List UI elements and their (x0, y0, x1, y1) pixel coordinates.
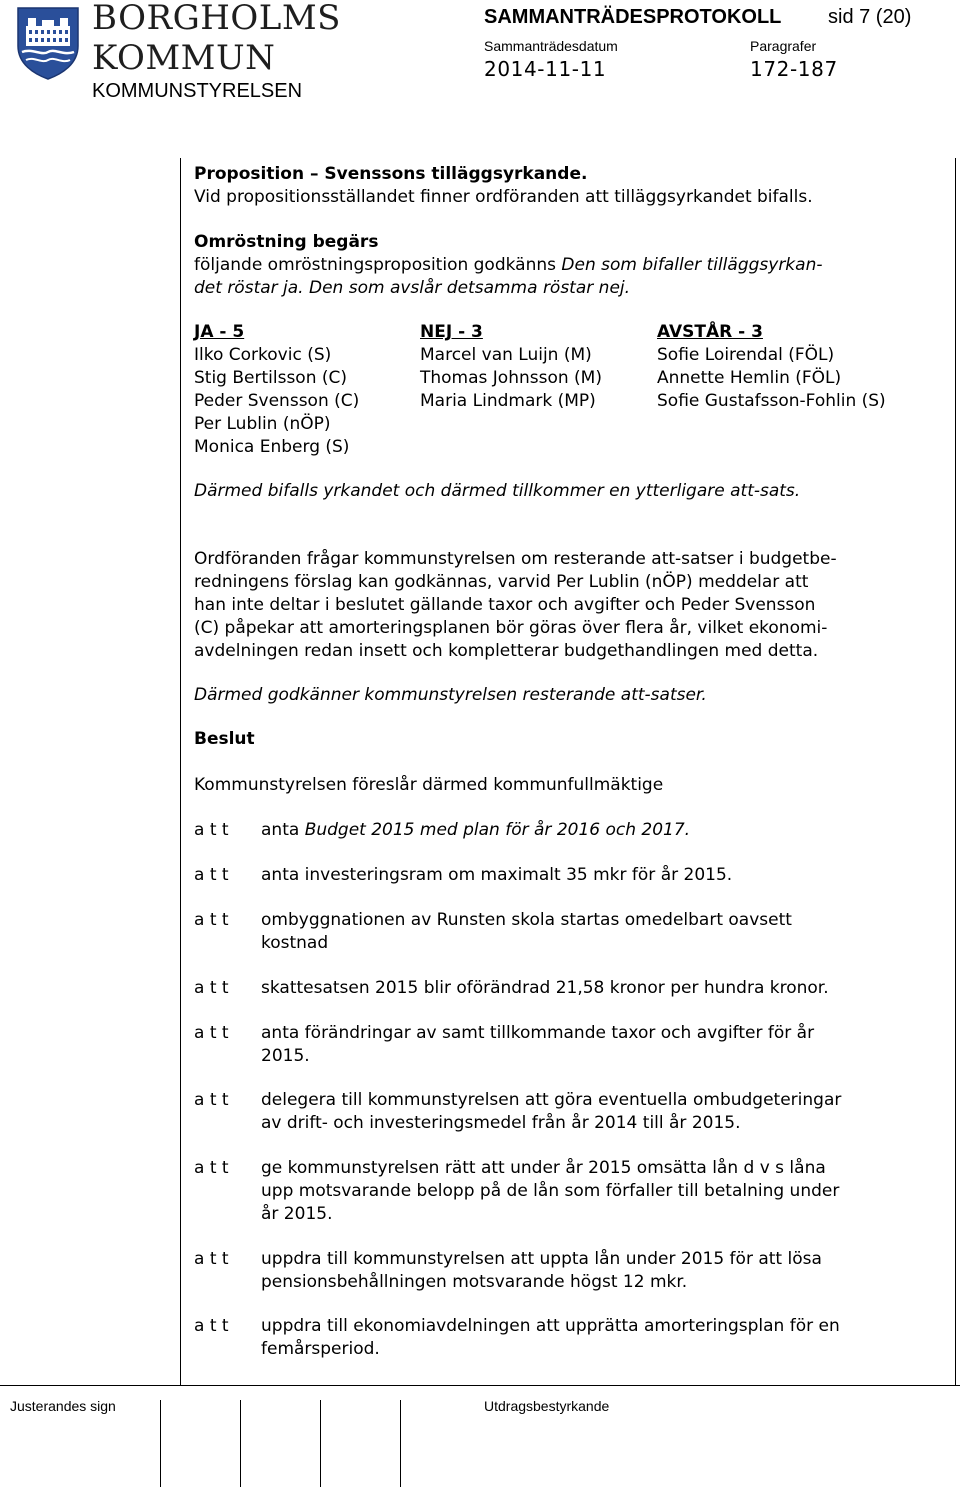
vote-abstain-name: Sofie Gustafsson-Fohlin (S) (657, 391, 886, 411)
proposition-heading: Proposition – Svenssons tilläggsyrkande. (194, 164, 588, 184)
decision-intro: Kommunstyrelsen föreslår därmed kommunfullmäktige (194, 775, 664, 795)
signature-box-divider (320, 1400, 321, 1487)
att-label: a t t (194, 820, 229, 840)
decision-item-8-cont: pensionsbehållningen motsvarande högst 12 mkr. (261, 1272, 688, 1292)
footer-rule (0, 1385, 960, 1386)
document-title: SAMMANTRÄDESPROTOKOLL (484, 6, 782, 28)
vote-yes-name: Ilko Corkovic (S) (194, 345, 332, 365)
signature-label: Justerandes sign (10, 1398, 116, 1414)
decision-item-2: anta investeringsram om maximalt 35 mkr för år 2015. (261, 865, 733, 885)
att-label: a t t (194, 910, 229, 930)
decision-heading: Beslut (194, 729, 255, 749)
att-label: a t t (194, 1316, 229, 1336)
vote-yes-heading: JA - 5 (194, 322, 245, 342)
vote-proposition-line2: det röstar ja. Den som avslår detsamma röstar nej. (194, 278, 631, 298)
att-label: a t t (194, 865, 229, 885)
meeting-date-value: 2014-11-11 (484, 57, 607, 81)
decision-item-3: ombyggnationen av Runsten skola startas omedelbart oavsett (261, 910, 792, 930)
decision-item-7-cont: år 2015. (261, 1204, 333, 1224)
decision-item-italic: Budget 2015 med plan för år 2016 och 2017. (304, 820, 691, 840)
vote-heading: Omröstning begärs (194, 232, 379, 252)
att-label: a t t (194, 1158, 229, 1178)
decision-item-5-cont: 2015. (261, 1046, 310, 1066)
vote-abstain-heading: AVSTÅR - 3 (657, 322, 763, 342)
decision-item-4: skattesatsen 2015 blir oförändrad 21,58 kronor per hundra kronor. (261, 978, 829, 998)
decision-item-8: uppdra till kommunstyrelsen att uppta lån under 2015 för att lösa (261, 1249, 822, 1269)
vote-no-name: Maria Lindmark (MP) (420, 391, 596, 411)
vote-no-name: Marcel van Luijn (M) (420, 345, 592, 365)
decision-item-9: uppdra till ekonomiavdelningen att upprätta amorteringsplan för en (261, 1316, 840, 1336)
vote-proposition-italic: Den som bifaller tilläggsyrkan- (561, 255, 823, 275)
discussion-result: Därmed godkänner kommunstyrelsen resterande att-satser. (194, 685, 707, 705)
org-name-line1: BORGHOLMS (92, 0, 341, 38)
discussion-line: han inte deltar i beslutet gällande taxor och avgifter och Peder Svensson (194, 595, 816, 615)
att-label: a t t (194, 1249, 229, 1269)
discussion-line: redningens förslag kan godkännas, varvid Per Lublin (nÖP) meddelar att (194, 572, 809, 592)
discussion-line: avdelningen redan insett och kompletterar budgethandlingen med detta. (194, 641, 819, 661)
vote-yes-name: Per Lublin (nÖP) (194, 414, 331, 434)
vote-result: Därmed bifalls yrkandet och därmed tillkommer en ytterligare att-sats. (194, 481, 801, 501)
decision-item-9-cont: femårsperiod. (261, 1339, 380, 1359)
left-margin-rule (180, 158, 181, 1385)
vote-proposition-line1 (194, 254, 822, 277)
vote-yes-name: Monica Enberg (S) (194, 437, 350, 457)
extract-certification-label: Utdragsbestyrkande (484, 1398, 610, 1414)
org-name-line2: KOMMUN (92, 38, 276, 78)
decision-item-7-cont: upp motsvarande belopp på de lån som förfaller till betalning under (261, 1181, 840, 1201)
decision-item-1 (261, 819, 690, 842)
att-label: a t t (194, 1090, 229, 1110)
paragraphs-value: 172-187 (750, 57, 838, 81)
committee-name: KOMMUNSTYRELSEN (92, 80, 303, 102)
signature-box-divider (240, 1400, 241, 1487)
att-label: a t t (194, 978, 229, 998)
signature-box-divider (400, 1400, 401, 1487)
decision-item-7: ge kommunstyrelsen rätt att under år 2015 omsätta lån d v s låna (261, 1158, 826, 1178)
vote-proposition-text: följande omröstningsproposition godkänns (194, 255, 562, 275)
right-margin-rule (955, 158, 956, 1385)
signature-box-divider (160, 1400, 161, 1487)
vote-abstain-name: Sofie Loirendal (FÖL) (657, 345, 835, 365)
municipality-crest-logo (14, 6, 82, 80)
vote-no-heading: NEJ - 3 (420, 322, 483, 342)
decision-item-6-cont: av drift- och investeringsmedel från år 2014 till år 2015. (261, 1113, 741, 1133)
decision-item-5: anta förändringar av samt tillkommande taxor och avgifter för år (261, 1023, 815, 1043)
vote-abstain-name: Annette Hemlin (FÖL) (657, 368, 842, 388)
vote-yes-name: Peder Svensson (C) (194, 391, 360, 411)
proposition-text: Vid propositionsställandet finner ordföranden att tilläggsyrkandet bifalls. (194, 187, 813, 207)
decision-item-6: delegera till kommunstyrelsen att göra eventuella ombudgeteringar (261, 1090, 842, 1110)
meeting-date-label: Sammanträdesdatum (484, 38, 618, 54)
vote-no-name: Thomas Johnsson (M) (420, 368, 602, 388)
paragraphs-label: Paragrafer (750, 38, 817, 54)
decision-item-text: anta (261, 820, 305, 840)
discussion-line: Ordföranden frågar kommunstyrelsen om resterande att-satser i budgetbe- (194, 549, 837, 569)
page-number: sid 7 (20) (828, 6, 912, 28)
att-label: a t t (194, 1023, 229, 1043)
vote-yes-name: Stig Bertilsson (C) (194, 368, 348, 388)
discussion-line: (C) påpekar att amorteringsplanen bör göras över flera år, vilket ekonomi- (194, 618, 828, 638)
decision-item-3-cont: kostnad (261, 933, 329, 953)
